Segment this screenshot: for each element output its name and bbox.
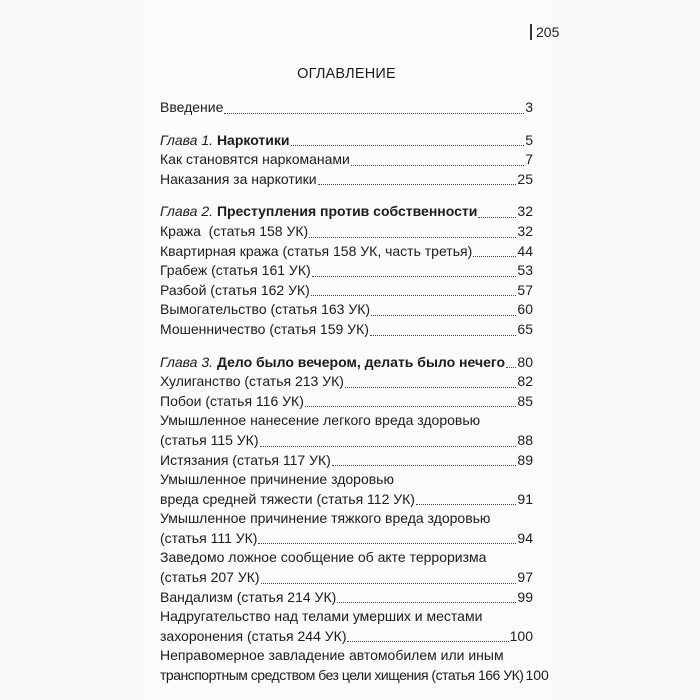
toc-entry-label: Кража (статья 158 УК): [160, 222, 309, 239]
page-number: 205: [530, 24, 559, 40]
toc-chapter-2: [160, 202, 533, 222]
leader-dots: [305, 405, 517, 407]
leader-dots: [258, 542, 516, 544]
toc-entry-label: Хулиганство (статья 213 УК): [160, 373, 344, 390]
toc-entry-page: 60: [517, 301, 533, 318]
toc-entry-page: 7: [525, 151, 533, 168]
toc-entry-label: (статья 115 УК): [160, 431, 259, 448]
toc-entry-page: 89: [517, 451, 533, 468]
chapter-number: Глава 1.: [160, 131, 214, 148]
toc-entry: [160, 529, 533, 549]
toc-entry-label: Введение: [160, 99, 224, 115]
chapter-number: Глава 3.: [160, 353, 214, 370]
leader-dots: [261, 582, 517, 584]
toc-entry: [160, 490, 533, 510]
toc-entry-page: 80: [517, 353, 533, 370]
toc-entry-label: Вымогательство (статья 163 УК): [160, 301, 371, 318]
leader-dots: [312, 275, 517, 277]
toc-entry: [160, 372, 533, 392]
leader-dots: [309, 236, 516, 238]
toc-entry-label: Вандализм (статья 214 УК): [160, 588, 337, 605]
toc-entry-label: Как становятся наркоманами: [160, 151, 350, 168]
leader-dots: [347, 640, 508, 642]
toc-entry-page: 91: [517, 490, 533, 507]
toc-entry: [160, 431, 533, 451]
toc-entry-line1: Заведомо ложное сообщение об акте терроризма: [160, 549, 487, 566]
leader-dots: [345, 386, 516, 388]
leader-dots: [224, 112, 524, 114]
toc-entry-page: 94: [517, 529, 533, 546]
leader-dots: [371, 314, 516, 316]
toc-entry-label: (статья 111 УК): [160, 529, 258, 546]
chapter-heading: [160, 353, 505, 373]
toc-entry-page: 32: [517, 203, 533, 220]
toc-entry-line1: Неправомерное завладение автомобилем или иным: [160, 647, 504, 664]
toc-title: ОГЛАВЛЕНИЕ: [297, 66, 396, 82]
leader-dots: [416, 503, 516, 505]
toc-entry-page: 82: [517, 373, 533, 390]
chapter-heading: [160, 202, 477, 222]
toc-entry: [160, 568, 533, 588]
toc-entry-label: транспортным средством без цели хищения (статья 166 УК): [160, 667, 524, 684]
toc-entry-label: Наказания за наркотики: [160, 170, 317, 187]
toc-entry-line1: Умышленное причинение здоровью: [160, 471, 394, 488]
leader-dots: [473, 255, 516, 257]
toc-entry: [160, 261, 533, 281]
toc-entry-page: 25: [517, 170, 533, 187]
chapter-title: Наркотики: [216, 131, 290, 148]
toc-entry-page: 100: [525, 667, 549, 684]
toc-entry-page: 99: [517, 588, 533, 605]
leader-dots: [318, 183, 517, 185]
toc-entry: [160, 588, 533, 608]
toc-entry-page: 44: [517, 242, 533, 259]
toc-entry: [160, 222, 533, 242]
toc-entry: [160, 170, 533, 190]
toc-entry-label: Разбой (статья 162 УК): [160, 281, 310, 298]
toc-entry-label: Истязания (статья 117 УК): [160, 451, 331, 468]
leader-dots: [337, 601, 516, 603]
leader-dots: [332, 464, 517, 466]
toc-chapter-1: [160, 131, 533, 151]
toc-entry-label: Квартирная кража (статья 158 УК, часть третья): [160, 242, 473, 259]
leader-dots: [351, 164, 524, 166]
toc-entry-page: 100: [509, 627, 533, 644]
table-of-contents: [160, 98, 549, 686]
leader-dots: [370, 334, 517, 336]
chapter-heading: [160, 131, 290, 151]
toc-entry-line1: Умышленное причинение тяжкого вреда здоровью: [160, 510, 491, 527]
toc-entry-page: 53: [517, 262, 533, 279]
chapter-title: Преступления против собственности: [216, 203, 478, 220]
toc-entry-page: 3: [525, 99, 533, 115]
toc-entry-label: Грабеж (статья 161 УК): [160, 262, 311, 279]
toc-entry: [160, 451, 533, 471]
toc-entry-introduction: [160, 98, 533, 118]
toc-entry-label: Побои (статья 116 УК): [160, 392, 304, 409]
toc-entry-page: 88: [517, 431, 533, 448]
toc-entry-page: 65: [517, 320, 533, 337]
leader-dots: [506, 366, 516, 368]
chapter-number: Глава 2.: [160, 203, 214, 220]
toc-entry-label: вреда средней тяжести (статья 112 УК): [160, 490, 415, 507]
toc-entry-line1: Умышленное нанесение легкого вреда здоровью: [160, 412, 481, 429]
toc-entry: [160, 150, 533, 170]
toc-entry: [160, 392, 533, 412]
toc-entry-label: Мошенничество (статья 159 УК): [160, 320, 369, 337]
leader-dots: [260, 445, 517, 447]
toc-entry-page: 5: [525, 131, 533, 148]
toc-entry: [160, 281, 533, 301]
leader-dots: [291, 144, 525, 146]
toc-entry: [160, 627, 533, 647]
leader-dots: [311, 294, 517, 296]
toc-entry-page: 57: [517, 281, 533, 298]
leader-dots: [478, 216, 516, 218]
toc-entry: [160, 242, 533, 262]
toc-entry-page: 32: [517, 222, 533, 239]
toc-chapter-3: [160, 353, 533, 373]
toc-entry-page: 85: [517, 392, 533, 409]
chapter-title: Дело было вечером, делать было нечего: [216, 353, 506, 370]
toc-entry: [160, 300, 533, 320]
toc-entry: [160, 320, 533, 340]
toc-entry: [160, 666, 549, 686]
toc-entry-line1: Надругательство над телами умерших и местами: [160, 608, 483, 625]
toc-entry-page: 97: [517, 569, 533, 586]
toc-entry-label: (статья 207 УК): [160, 569, 260, 586]
toc-entry-label: захоронения (статья 244 УК): [160, 627, 347, 644]
